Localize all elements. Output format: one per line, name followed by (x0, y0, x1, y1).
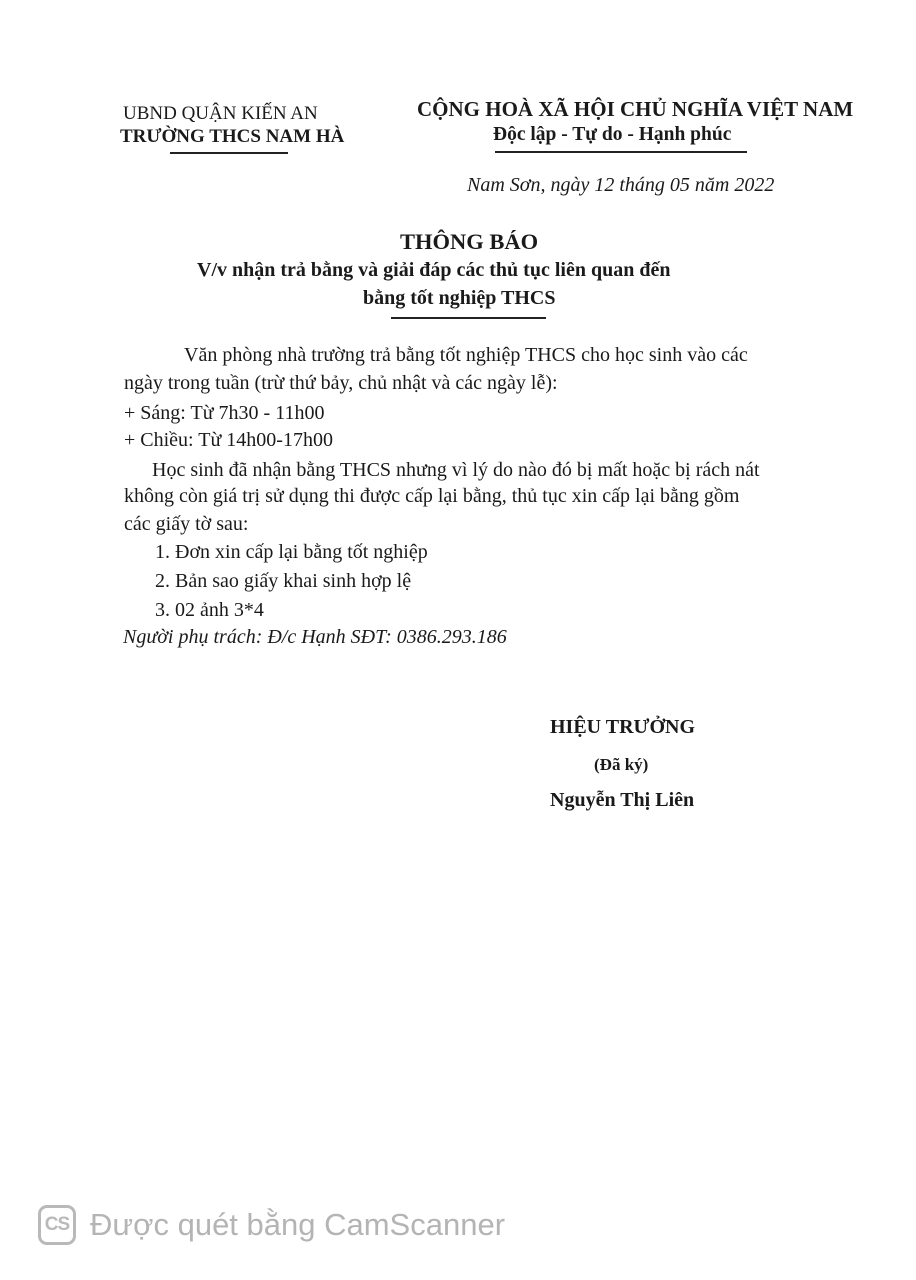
scanner-watermark: Được quét bằng CamScanner (90, 1207, 506, 1242)
list-item: 3. 02 ảnh 3*4 (155, 599, 264, 621)
subject-underline (391, 317, 546, 319)
school-name: TRƯỜNG THCS NAM HÀ (120, 126, 345, 147)
list-item: 1. Đơn xin cấp lại bằng tốt nghiệp (155, 541, 428, 563)
national-title: CỘNG HOÀ XÃ HỘI CHỦ NGHĨA VIỆT NAM (417, 97, 854, 121)
national-motto: Độc lập - Tự do - Hạnh phúc (493, 124, 732, 145)
document-title: THÔNG BÁO (400, 229, 539, 254)
paragraph-1-line2: ngày trong tuần (trừ thứ bảy, chủ nhật và các ngày lễ): (124, 372, 558, 394)
afternoon-hours: + Chiều: Từ 14h00-17h00 (124, 429, 333, 451)
list-item: 2. Bản sao giấy khai sinh hợp lệ (155, 570, 412, 592)
morning-hours: + Sáng: Từ 7h30 - 11h00 (124, 402, 325, 424)
document-subject-line2: bằng tốt nghiệp THCS (363, 287, 556, 309)
place-date-line: Nam Sơn, ngày 12 tháng 05 năm 2022 (467, 174, 775, 196)
signed-note: (Đã ký) (594, 755, 649, 774)
signer-name: Nguyễn Thị Liên (550, 789, 695, 811)
paragraph-2-line3: các giấy tờ sau: (124, 513, 249, 535)
issuing-authority: UBND QUẬN KIẾN AN (123, 103, 318, 124)
paragraph-2-line1: Học sinh đã nhận bằng THCS nhưng vì lý do nào đó bị mất hoặc bị rách nát (152, 459, 760, 481)
camscanner-logo-icon: CS (38, 1205, 76, 1245)
paragraph-1-line1: Văn phòng nhà trường trả bằng tốt nghiệp THCS cho học sinh vào các (184, 344, 748, 366)
document-subject-line1: V/v nhận trả bằng và giải đáp các thủ tục liên quan đến (197, 259, 671, 281)
contact-person: Người phụ trách: Đ/c Hạnh SĐT: 0386.293.186 (123, 626, 507, 648)
paragraph-2-line2: không còn giá trị sử dụng thi được cấp lại bằng, thủ tục xin cấp lại bằng gồm (124, 485, 740, 507)
signer-title: HIỆU TRƯỞNG (550, 716, 696, 738)
motto-underline (495, 151, 747, 153)
school-name-underline (170, 152, 288, 154)
